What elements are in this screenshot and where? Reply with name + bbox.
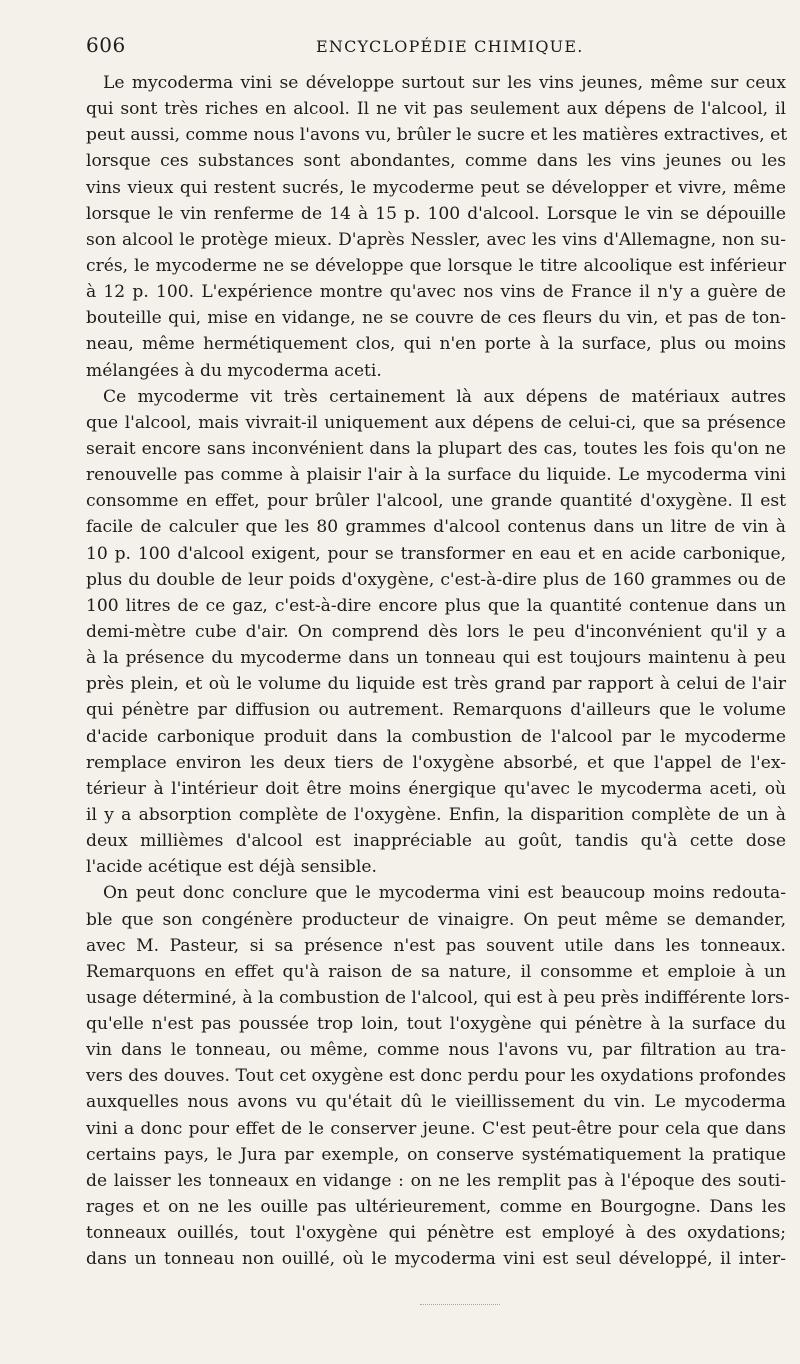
text-line: à la présence du mycoderme dans un tonneau qui est toujours maintenu à peu <box>86 648 786 669</box>
text-line: usage déterminé, à la combustion de l'alcool, qui est à peu près indifférente lors- <box>86 987 790 1008</box>
text-line: il y a absorption complète de l'oxygène. Enfin, la disparition complète de un à <box>86 804 786 825</box>
text-line: lorsque le vin renferme de 14 à 15 p. 100 d'alcool. Lorsque le vin se dépouille <box>86 203 786 224</box>
text-line: bouteille qui, mise en vidange, ne se couvre de ces fleurs du vin, et pas de ton- <box>86 308 786 329</box>
text-line: peut aussi, comme nous l'avons vu, brûler le sucre et les matières extractives, et <box>86 125 788 146</box>
text-line: de laisser les tonneaux en vidange : on ne les remplit pas à l'époque des souti- <box>86 1170 786 1191</box>
text-line: Remarquons en effet qu'à raison de sa nature, il consomme et emploie à un <box>86 961 786 982</box>
text-line: crés, le mycoderme ne se développe que lorsque le titre alcoolique est inférieur <box>86 255 786 276</box>
text-line: auxquelles nous avons vu qu'était dû le vieillissement du vin. Le mycoderma <box>86 1092 786 1113</box>
text-line: dans un tonneau non ouillé, où le mycoderma vini est seul développé, il inter- <box>86 1249 786 1270</box>
text-line: vin dans le tonneau, ou même, comme nous l'avons vu, par filtration au tra- <box>86 1040 786 1061</box>
text-line: lorsque ces substances sont abondantes, comme dans les vins jeunes ou les <box>86 151 786 172</box>
text-line: certains pays, le Jura par exemple, on conserve systématiquement la pratique <box>86 1144 786 1165</box>
text-line: que l'alcool, mais vivrait-il uniquement aux dépens de celui-ci, que sa présence <box>86 412 786 433</box>
paragraph-3 <box>86 880 790 1272</box>
text-line: qu'elle n'est pas poussée trop loin, tout l'oxygène qui pénètre à la surface du <box>86 1014 786 1035</box>
paragraph-1 <box>86 70 786 384</box>
body-text <box>86 70 790 1272</box>
text-line: l'acide acétique est déjà sensible. <box>86 857 377 878</box>
text-line: Le mycoderma vini se développe surtout sur les vins jeunes, même sur ceux <box>103 73 786 93</box>
text-line: serait encore sans inconvénient dans la plupart des cas, toutes les fois qu'on ne <box>86 438 786 459</box>
text-line: consomme en effet, pour brûler l'alcool, une grande quantité d'oxygène. Il est <box>86 491 786 512</box>
text-line: facile de calculer que les 80 grammes d'alcool contenus dans un litre de vin à <box>86 517 786 538</box>
text-line: On peut donc conclure que le mycoderma vini est beaucoup moins redouta- <box>103 883 786 904</box>
text-line: d'acide carbonique produit dans la combustion de l'alcool par le mycoderme <box>86 726 786 747</box>
text-line: avec M. Pasteur, si sa présence n'est pas souvent utile dans les tonneaux. <box>86 935 786 956</box>
text-line: Ce mycoderme vit très certainement là aux dépens de matériaux autres <box>103 386 786 407</box>
text-line: 100 litres de ce gaz, c'est-à-dire encore plus que la quantité contenue dans un <box>86 595 786 616</box>
text-line: à 12 p. 100. L'expérience montre qu'avec nos vins de France il n'y a guère de <box>86 282 786 303</box>
text-line: qui pénètre par diffusion ou autrement. Remarquons d'ailleurs que le volume <box>86 700 786 721</box>
text-line: plus du double de leur poids d'oxygène, c'est-à-dire plus de 160 grammes ou de <box>86 569 786 590</box>
text-line: près plein, et où le volume du liquide est très grand par rapport à celui de l'air <box>86 674 786 695</box>
text-line: deux millièmes d'alcool est inappréciable au goût, tandis qu'à cette dose <box>86 831 786 852</box>
paragraph-2 <box>86 384 786 881</box>
text-line: rages et on ne les ouille pas ultérieurement, comme en Bourgogne. Dans les <box>86 1197 786 1218</box>
ink-mark <box>420 1304 500 1306</box>
text-line: neau, même hermétiquement clos, qui n'en porte à la surface, plus ou moins <box>86 334 786 355</box>
text-line: vins vieux qui restent sucrés, le mycoderme peut se développer et vivre, même <box>86 177 786 198</box>
text-line: remplace environ les deux tiers de l'oxygène absorbé, et que l'appel de l'ex- <box>86 752 786 773</box>
text-line: tonneaux ouillés, tout l'oxygène qui pénètre est employé à des oxydations; <box>86 1223 786 1244</box>
text-line: vini a donc pour effet de le conserver jeune. C'est peut-être pour cela que dans <box>86 1118 786 1139</box>
text-line: vers des douves. Tout cet oxygène est donc perdu pour les oxydations profondes <box>86 1066 786 1087</box>
text-line: mélangées à du mycoderma aceti. <box>86 360 382 381</box>
text-line: térieur à l'intérieur doit être moins énergique qu'avec le mycoderma aceti, où <box>86 778 786 799</box>
page-header <box>86 33 776 65</box>
text-line: son alcool le protège mieux. D'après Nessler, avec les vins d'Allemagne, non su- <box>86 229 786 250</box>
running-title: ENCYCLOPÉDIE CHIMIQUE. <box>316 37 584 56</box>
text-line: 10 p. 100 d'alcool exigent, pour se transformer en eau et en acide carbonique, <box>86 543 786 564</box>
text-line: qui sont très riches en alcool. Il ne vit pas seulement aux dépens de l'alcool, il <box>86 99 786 120</box>
text-line: renouvelle pas comme à plaisir l'air à la surface du liquide. Le mycoderma vini <box>86 465 786 486</box>
text-line: ble que son congénère producteur de vinaigre. On peut même se demander, <box>86 909 786 930</box>
page-number: 606 <box>86 33 126 57</box>
text-line: demi-mètre cube d'air. On comprend dès lors le peu d'inconvénient qu'il y a <box>86 621 786 642</box>
